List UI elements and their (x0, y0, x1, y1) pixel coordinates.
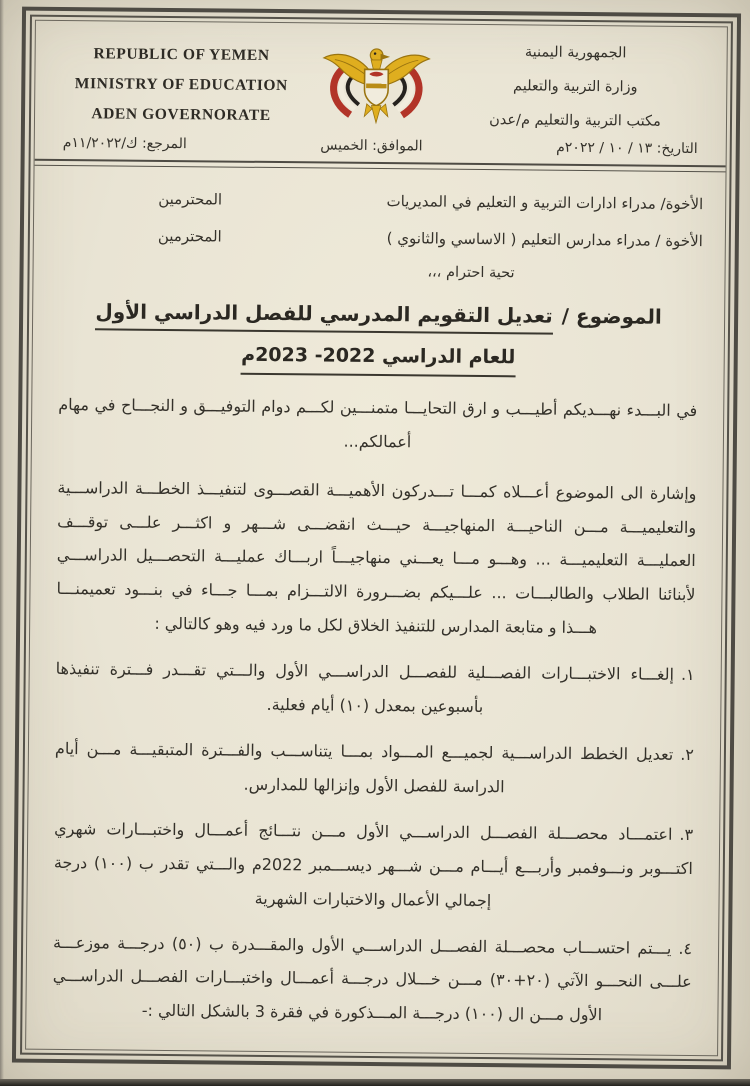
directive-number: ٢. (680, 744, 695, 765)
context-paragraph: وإشارة الى الموضوع أعـــلاه كمـــا تـــدركون الأهميـــة القصـــوى لتنفيـــذ الخطـــة الدراســـية والتعليميـــة مـــن الناحيـــة المنهاجيـــة حيـــث انقضـــى شـــهر و اكثـــر علـــى توقـــف العمليـــة التعليميـــة ... وهـــو مـــا يعـــني منهاجيـــاً اربـــاك عمليـــة التحصـــيل الدراســـي لأبنائنا الطلاب والطالبـــات ... علـــيكم بضـــرورة الالتـــزام بمـــا جـــاء في بنـــود تعميمنـــا هـــذا و متابعة المدارس للتنفيذ الخلاق لكل ما ورد فيه وهو كالتالي : (56, 477, 697, 638)
subject-block (55, 295, 703, 379)
recipient-text: الأخوة/ مدراء ادارات التربية و التعليم في المديريات (386, 192, 704, 214)
scan-edge-left (0, 0, 4, 1086)
subject-line1 (55, 295, 702, 333)
recipients-block (55, 180, 703, 289)
recipient-honorific: المحترمين (157, 226, 222, 246)
letterhead-arabic (446, 31, 705, 140)
recipient-honorific: المحترمين (158, 190, 223, 209)
recipient-text: الأخوة / مدراء مدارس التعليم ( الاساسي والثانوي ) (386, 229, 703, 251)
letterhead-arabic-line1: الجمهورية اليمنية (524, 44, 627, 62)
subject-title: تعديل التقويم المدرسي للفصل الدراسي الأول (95, 300, 553, 335)
page-border-frame-middle (20, 15, 733, 1062)
weekday-field: الموافق: الخميس (320, 137, 423, 155)
date-field: التاريخ: ١٣ / ١٠ / ٢٠٢٢م (556, 139, 698, 158)
directive-text: اعتمـــاد محصـــلة الفصـــل الدراســـي الأول مـــن نتـــائج أعمـــال واختبـــارات شهري اكتـــوبر ونـــوفمبر وأربـــع أيـــام مـــن شـــهر ديســـمبر 2022م والـــتي تقدر ب (١٠٠) درجة إجمالي الأعمال والاختبارات الشهرية (53, 818, 693, 910)
letterhead-english (57, 27, 306, 132)
page-border-frame (12, 7, 741, 1070)
salutation-line: تحية احترام ،،، (427, 264, 515, 282)
scan-edge-bottom (0, 1079, 750, 1086)
recipient-row-schools (56, 217, 703, 260)
letterhead-english-line3: ADEN GOVERNORATE (91, 105, 271, 125)
subject-prefix: الموضوع / (561, 304, 662, 329)
directive-item-4 (52, 925, 692, 1033)
directive-number: ١. (680, 665, 695, 685)
letterhead-arabic-line3: مكتب التربية والتعليم م/عدن (489, 112, 661, 130)
directive-text: تعديل الخطط الدراســـية لجميـــع المـــواد بمـــا يتناســـب والفـــترة المتبقيـــة مـــن أيام الدراسة للفصل الأول وإنزالها للمدارس. (54, 738, 674, 797)
directive-text: إلغـــاء الاختبـــارات الفصـــلية للفصـــل الدراســـي الأول والـــتي تقـــدر فـــترة تنفيذها بأسبوعين بمعدل (١٠) أيام فعلية. (55, 659, 675, 717)
opening-paragraph: في البـــدء نهـــديكم أطيـــب و ارق التحايـــا متمنـــين لكـــم دوام التوفيـــق و النجـــاح في مهام أعمالكم... (58, 394, 698, 452)
directive-item-2 (54, 732, 694, 806)
emblem-container (305, 29, 447, 132)
yemen-coat-of-arms-icon (316, 35, 435, 132)
directive-item-3 (53, 812, 693, 920)
directive-number: ٣. (679, 824, 694, 844)
letterhead-arabic-line2: وزارة التربية والتعليم (512, 78, 638, 96)
directive-text: يـــتم احتســـاب محصـــلة الفصـــل الدراســـي الأول والمقـــدرة ب (٥٠) درجـــة موزعـــة علـــى النحـــو الآتي (٢٠+٣٠) مـــن خـــلال درجـــة أعمـــال واختبـــارات الفصـــل الدراســـي الأول مـــن ال (١٠٠) درجـــة المـــذكورة في فقرة 3 بالشكل التالي :- (52, 932, 692, 1025)
subject-line2: للعام الدراسي 2022- 2023م (241, 342, 515, 377)
directive-item-1 (55, 652, 695, 726)
page-border-frame-inner (25, 20, 728, 1057)
letterhead-english-line1: REPUBLIC OF YEMEN (93, 45, 270, 64)
recipient-row-directorates (56, 180, 703, 223)
directives-list (48, 652, 699, 1033)
reference-field: المرجع: ك/١١/٢٠٢٢م (62, 135, 187, 153)
letterhead-english-line2: MINISTRY OF EDUCATION (74, 75, 288, 95)
directive-number: ٤. (678, 938, 693, 958)
letterhead (57, 27, 705, 139)
